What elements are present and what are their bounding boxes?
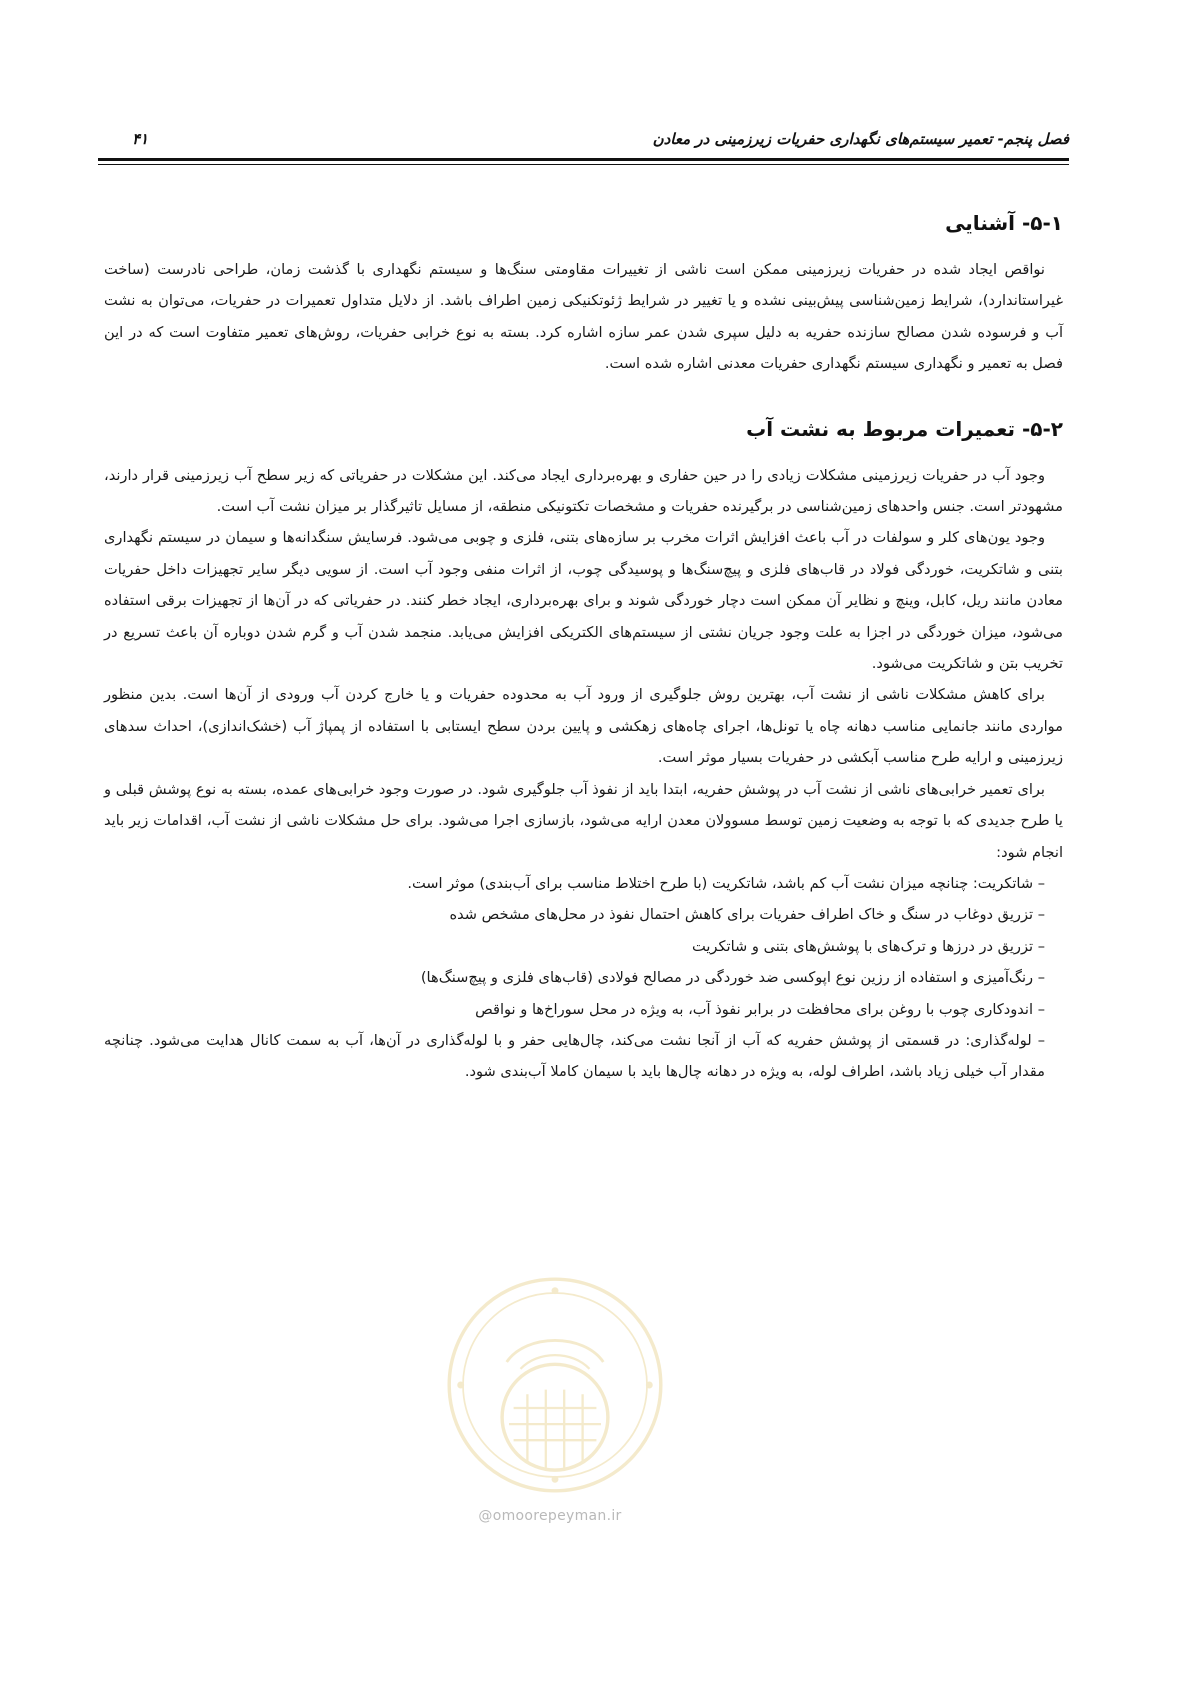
page-body: [104, 210, 1063, 1088]
chapter-title: فصل پنجم- تعمیر سیستم‌های نگهداری حفریات زیرزمینی در معادن: [652, 130, 1069, 148]
paragraph: وجود یون‌های کلر و سولفات در آب باعث افزایش اثرات مخرب بر سازه‌های بتنی، فلزی و چوبی می‌شود. فرسایش سنگدانه‌ها و سیمان در سیستم نگهداری بتنی و شاتکریت، خوردگی فولاد در قاب‌های فلزی و پیچ‌سنگ‌ها و پوسیدگی چوب، از اثرات منفی وجود آب است. از سویی دیگر سایر تجهیزات داخل حفریات معادن مانند ریل، کابل، وینچ و نظایر آن ممکن است دچار خوردگی شوند و برای بهره‌برداری، ایجاد خطر کنند. در حفریاتی که در آن‌ها از تجهیزات برقی استفاده می‌شود، میزان خوردگی در اجزا به علت وجود جریان نشتی از سیستم‌های الکتریکی افزایش می‌یابد. منجمد شدن آب و گرم شدن دوباره آن باعث تسریع در تخریب بتن و شاتکریت می‌شود.: [104, 529, 1063, 673]
repair-methods-list: [104, 868, 1063, 1088]
list-item: – اندودکاری چوب با روغن برای محافظت در برابر نفوذ آب، به ویژه در محل سوراخ‌ها و نواقص: [475, 1000, 1045, 1018]
section-heading-introduction: ۵-۱- آشنایی: [945, 211, 1063, 235]
page-number: ۴۱: [132, 130, 149, 148]
paragraph: نواقص ایجاد شده در حفریات زیرزمینی ممکن است ناشی از تغییرات مقاومتی سنگ‌ها و سیستم نگهداری با گذشت زمان، طراحی نادرست (ساخت غیراستاندارد)، شرایط زمین‌شناسی پیش‌بینی نشده و یا تغییر در شرایط ژئوتکنیکی زمین اطراف باشد. از دلایل متداول تعمیرات در حفریات، می‌توان به نشت آب و فرسوده شدن مصالح سازنده حفریه به دلیل سپری شدن عمر سازه اشاره کرد. بسته به نوع خرابی حفریات، روش‌های تعمیر متفاوت است که در این فصل به تعمیر و نگهداری سیستم نگهداری حفریات معدنی اشاره شده است.: [104, 261, 1063, 373]
section-heading-water-leakage: ۵-۲- تعمیرات مربوط به نشت آب: [746, 416, 1063, 441]
running-header: [98, 128, 1069, 158]
paragraph: برای تعمیر خرابی‌های ناشی از نشت آب در پوشش حفریه، ابتدا باید از نفوذ آب جلوگیری شود. در صورت وجود خرابی‌های عمده، بسته به نوع پوشش قبلی و یا طرح جدیدی که با توجه به وضعیت زمین توسط مسوولان معدن ارایه می‌شود، بازسازی اجرا می‌شود. برای حل مشکلات ناشی از نشت آب، اقدامات زیر باید انجام شود:: [104, 780, 1063, 861]
list-item: – تزریق دوغاب در سنگ و خاک اطراف حفریات برای کاهش احتمال نفوذ در محل‌های مشخص شده: [449, 906, 1045, 924]
paragraph: برای کاهش مشکلات ناشی از نشت آب، بهترین روش جلوگیری از ورود آب به محدوده حفریات و یا خارج کردن آب ورودی از آن‌ها است. بدین منظور مواردی مانند جانمایی مناسب دهانه چاه یا تونل‌ها، اجرای چاه‌های زهکشی و پایین بردن سطح ایستابی با استفاده از پمپاژ آب (خشک‌اندازی)، احداث سدهای زیرزمینی و ارایه طرح مناسب آبکشی در حفریات بسیار موثر است.: [104, 686, 1063, 767]
list-item: – لوله‌گذاری: در قسمتی از پوشش حفریه که آب از آنجا نشت می‌کند، چال‌هایی حفر و با لوله‌گذاری در آن‌ها، آب به سمت کانال هدایت می‌شود. چنانچه مقدار آب خیلی زیاد باشد، اطراف لوله، به ویژه در دهانه چال‌ها باید با سیمان کاملا آب‌بندی شود.: [104, 1031, 1045, 1081]
watermark-url: @omoorepeyman.ir: [478, 1508, 622, 1524]
list-item: – تزریق در درزها و ترک‌های با پوشش‌های بتنی و شاتکریت: [692, 937, 1045, 955]
watermark-seal-icon: [440, 1270, 670, 1500]
header-rule-thin: [98, 164, 1069, 165]
paragraph: وجود آب در حفریات زیرزمینی مشکلات زیادی را در حین حفاری و بهره‌برداری ایجاد می‌کند. این مشکلات در حفریاتی که زیر سطح آب زیرزمینی قرار دارند، مشهودتر است. جنس واحدهای زمین‌شناسی در برگیرنده حفریات و مشخصات تکتونیکی منطقه، از مسایل تاثیرگذار بر میزان نشت آب است.: [104, 466, 1063, 516]
header-rule: [98, 158, 1069, 161]
list-item: – رنگ‌آمیزی و استفاده از رزین نوع اپوکسی ضد خوردگی در مصالح فولادی (قاب‌های فلزی و پیچ‌سنگ‌ها): [420, 969, 1045, 987]
list-item: – شاتکریت: چنانچه میزان نشت آب کم باشد، شاتکریت (با طرح اختلاط مناسب برای آب‌بندی) موثر است.: [407, 874, 1045, 892]
